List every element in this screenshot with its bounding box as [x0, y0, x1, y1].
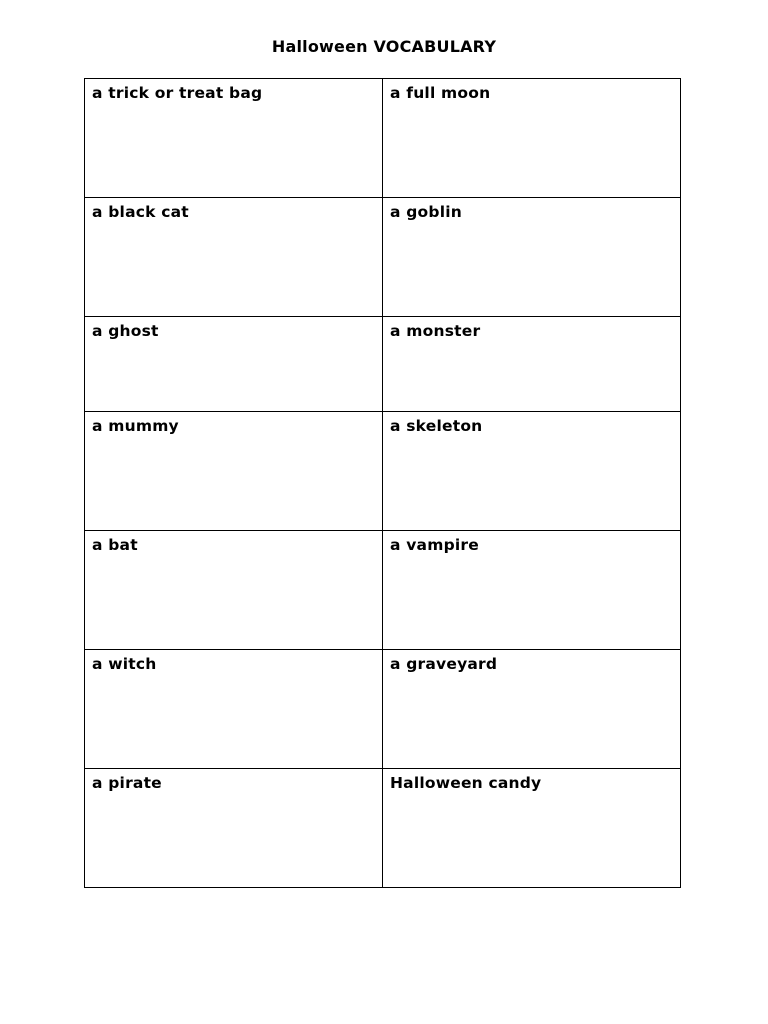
table-row	[85, 769, 681, 888]
vocab-term: a trick or treat bag	[92, 84, 263, 102]
vocab-cell	[383, 198, 681, 317]
vocab-term: a monster	[390, 322, 481, 340]
table-row	[85, 650, 681, 769]
vocab-term: a vampire	[390, 536, 479, 554]
vocab-cell	[383, 531, 681, 650]
vocab-term: a graveyard	[390, 655, 498, 673]
table-row	[85, 317, 681, 412]
table-row	[85, 531, 681, 650]
vocab-term: a mummy	[92, 417, 179, 435]
vocab-cell	[383, 769, 681, 888]
vocab-term: a ghost	[92, 322, 159, 340]
vocab-cell	[85, 531, 383, 650]
vocab-term: a witch	[92, 655, 157, 673]
vocab-cell	[85, 79, 383, 198]
vocab-cell	[383, 317, 681, 412]
vocab-cell	[85, 650, 383, 769]
vocab-term: a goblin	[390, 203, 462, 221]
vocab-term: a black cat	[92, 203, 189, 221]
table-row	[85, 79, 681, 198]
vocab-term: a full moon	[390, 84, 491, 102]
vocab-cell	[383, 412, 681, 531]
vocab-cell	[85, 412, 383, 531]
vocab-cell	[85, 317, 383, 412]
vocab-cell	[85, 769, 383, 888]
vocab-cell	[383, 79, 681, 198]
table-row	[85, 198, 681, 317]
vocab-cell	[383, 650, 681, 769]
vocab-term: a pirate	[92, 774, 162, 792]
table-row	[85, 412, 681, 531]
vocab-cell	[85, 198, 383, 317]
vocabulary-table	[84, 78, 681, 888]
page-title: Halloween VOCABULARY	[271, 37, 497, 56]
vocab-term: a bat	[92, 536, 138, 554]
vocab-term: a skeleton	[390, 417, 483, 435]
vocab-term: Halloween candy	[390, 774, 542, 792]
